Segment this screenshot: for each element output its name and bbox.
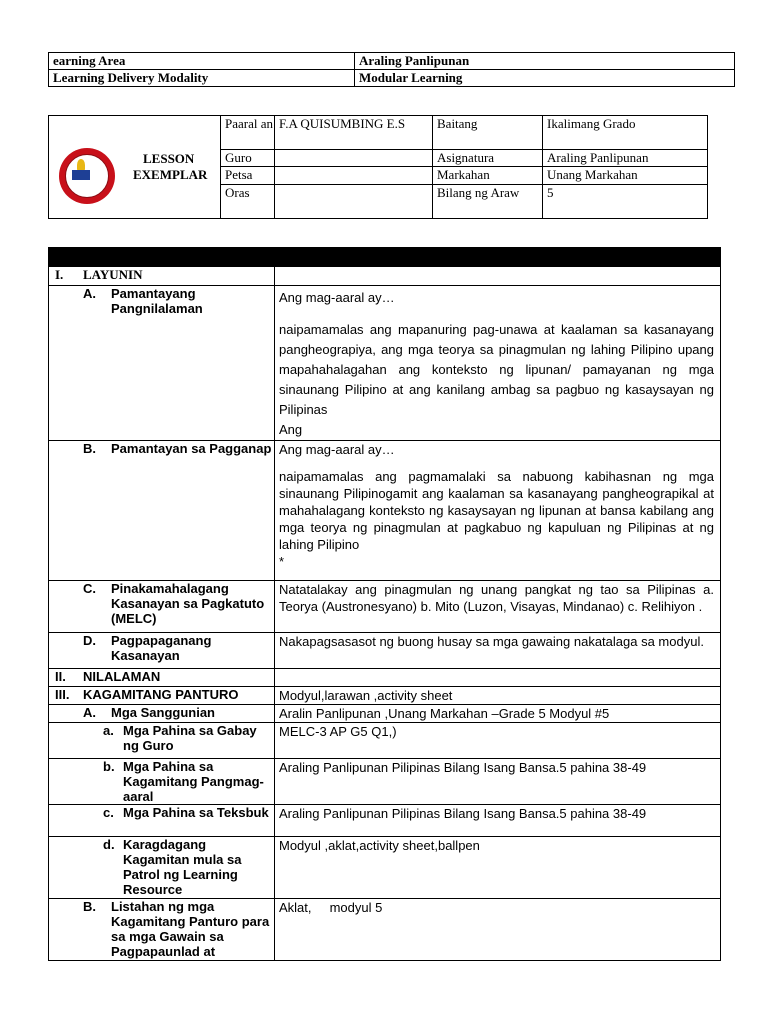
field-label: Baitang xyxy=(433,116,543,150)
info-label: earning Area xyxy=(49,53,355,70)
field-label: Petsa xyxy=(221,167,275,184)
field-label: Markahan xyxy=(433,167,543,184)
section-row xyxy=(49,705,721,723)
section-row xyxy=(49,286,721,441)
exemplar-header-table xyxy=(48,115,708,219)
field-value xyxy=(275,184,433,218)
info-row xyxy=(49,70,735,87)
mga-sanggunian-content: Aralin Panlipunan ,Unang Markahan –Grade 5 Modyul #5 xyxy=(275,705,721,723)
section-row xyxy=(49,669,721,687)
info-value: Modular Learning xyxy=(355,70,735,87)
kagamitang-panturo-content: Modyul,larawan ,activity sheet xyxy=(275,687,721,705)
field-value: 5 xyxy=(543,184,708,218)
section-row xyxy=(49,687,721,705)
kagamitang-pangmag-aaral: b. Mga Pahina sa Kagamitang Pangmag-aaral xyxy=(49,759,275,805)
section-row xyxy=(49,633,721,669)
section-row xyxy=(49,899,721,961)
teksbuk: c. Mga Pahina sa Teksbuk xyxy=(49,805,275,837)
field-value xyxy=(275,150,433,167)
section-row xyxy=(49,837,721,899)
info-label: Learning Delivery Modality xyxy=(49,70,355,87)
gabay-ng-guro: a. Mga Pahina sa Gabay ng Guro xyxy=(49,723,275,759)
field-value: F.A QUISUMBING E.S xyxy=(275,116,433,150)
exemplar-title: LESSON EXEMPLAR xyxy=(133,151,208,182)
pagpapaganang-kasanayan: D. Pagpapaganang Kasanayan xyxy=(49,633,275,669)
mga-sanggunian: A. Mga Sanggunian xyxy=(49,705,275,723)
field-label: Oras xyxy=(221,184,275,218)
melc-content: Natatalakay ang pinagmulan ng unang pangkat ng tao sa Pilipinas a. Teorya (Austronesyano) b. Mito (Luzon, Visayas, Mindanao) c. Relihiyon . xyxy=(275,581,721,633)
field-label: Asignatura xyxy=(433,150,543,167)
karagdagang-kagamitan: d. Karagdagang Kagamitan mula sa Patrol ng Learning Resource xyxy=(49,837,275,899)
section-row xyxy=(49,581,721,633)
melc-label: C. Pinakamahalagang Kasanayan sa Pagkatuto (MELC) xyxy=(49,581,275,633)
pamantayang-pangnilalaman-content: Ang mag-aaral ay… naipamamalas ang mapanuring pag-unawa at kaalaman sa kasanayang pangheograpiya, ang mga teorya sa pinagmulan ng lahing Pilipino upang mapahahalagahan ang konteksto ng lipunan/ pamayanan ng mga sinaunang Pilipino at ang kanilang ambag sa pagbuo ng kasaysayan ng Pilipinas Ang xyxy=(275,286,721,441)
section-layunin: I. LAYUNIN xyxy=(49,267,275,286)
section-row xyxy=(49,723,721,759)
school-seal-icon xyxy=(59,148,115,204)
logo-cell xyxy=(49,116,221,219)
field-value: Unang Markahan xyxy=(543,167,708,184)
info-table xyxy=(48,52,735,87)
lesson-table xyxy=(48,247,721,961)
karagdagang-kagamitan-content: Modyul ,aklat,activity sheet,ballpen xyxy=(275,837,721,899)
kagamitang-pangmag-aaral-content: Araling Panlipunan Pilipinas Bilang Isang Bansa.5 pahina 38-49 xyxy=(275,759,721,805)
pamantayan-sa-pagganap-content: Ang mag-aaral ay… naipamamalas ang pagmamalaki sa nabuong kabihasnan ng mga sinaunang Pilipinogamit ang kaalaman sa kasanayang pangheograpikal at mahahalagang konteksto ng kasaysayan ng lipunan at bansa kabilang ang mga teorya ng pinagmulan at pagkabuo ng kapuluan ng Pilipinas at ng lahing Pilipino * xyxy=(275,441,721,581)
field-label: Guro xyxy=(221,150,275,167)
nilalaman-content xyxy=(275,669,721,687)
section-row xyxy=(49,267,721,286)
table-header-bar xyxy=(49,248,721,267)
section-nilalaman: II. NILALAMAN xyxy=(49,669,275,687)
gabay-ng-guro-content: MELC-3 AP G5 Q1,) xyxy=(275,723,721,759)
info-row xyxy=(49,53,735,70)
field-value: Araling Panlipunan xyxy=(543,150,708,167)
section-row xyxy=(49,805,721,837)
section-row xyxy=(49,759,721,805)
field-value xyxy=(275,167,433,184)
pamantayang-pangnilalaman: A. Pamantayang Pangnilalaman xyxy=(49,286,275,441)
section-row xyxy=(49,441,721,581)
field-value: Ikalimang Grado xyxy=(543,116,708,150)
section-kagamitang-panturo: III. KAGAMITANG PANTURO xyxy=(49,687,275,705)
pamantayan-sa-pagganap: B. Pamantayan sa Pagganap xyxy=(49,441,275,581)
pagpapaganang-kasanayan-content: Nakapagsasasot ng buong husay sa mga gawaing nakatalaga sa modyul. xyxy=(275,633,721,669)
listahan-ng-kagamitan-content: Aklat, modyul 5 xyxy=(275,899,721,961)
field-label: Paaral an xyxy=(221,116,275,150)
info-value: Araling Panlipunan xyxy=(355,53,735,70)
field-label: Bilang ng Araw xyxy=(433,184,543,218)
teksbuk-content: Araling Panlipunan Pilipinas Bilang Isang Bansa.5 pahina 38-49 xyxy=(275,805,721,837)
listahan-ng-kagamitan: B. Listahan ng mga Kagamitang Panturo para sa mga Gawain sa Pagpapaunlad at xyxy=(49,899,275,961)
